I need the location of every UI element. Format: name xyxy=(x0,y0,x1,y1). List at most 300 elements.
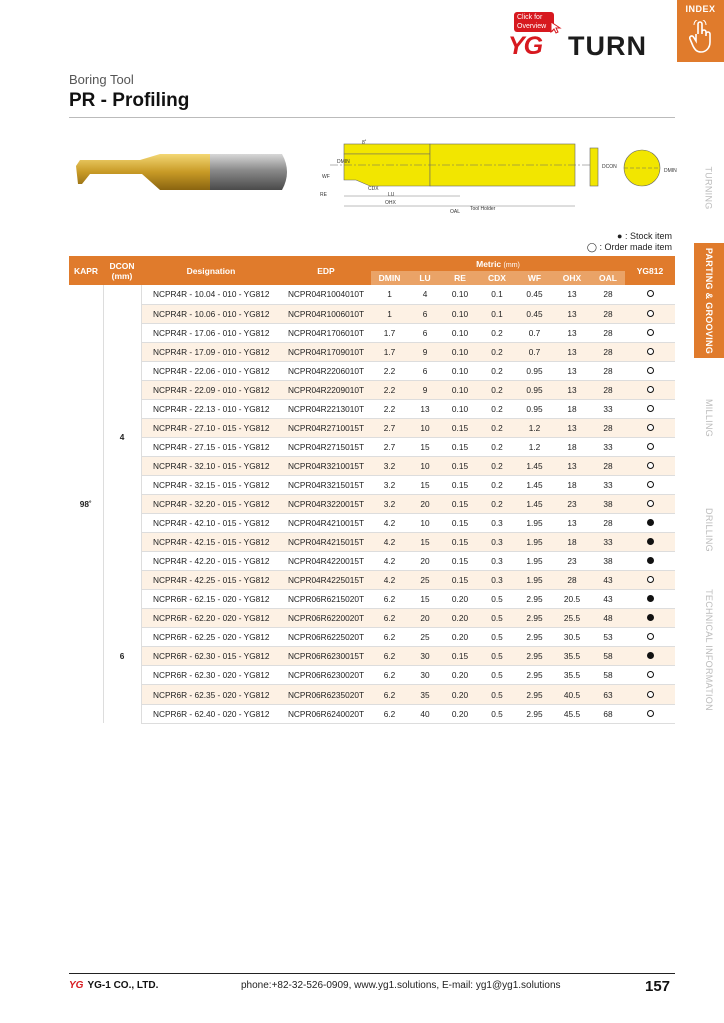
index-button[interactable] xyxy=(677,0,724,62)
cell-dcon: 4 xyxy=(103,285,141,590)
tab-technical-information-label: TECHNICAL INFORMATION xyxy=(704,589,714,711)
cell-wf: 2.95 xyxy=(516,685,553,704)
order-item-icon xyxy=(647,500,654,507)
header-metric xyxy=(371,256,625,271)
cell-stock-status xyxy=(625,628,675,647)
cell-oal: 28 xyxy=(591,380,625,399)
cell-dmin: 6.2 xyxy=(371,704,408,723)
cell-lu: 20 xyxy=(408,552,442,571)
cell-edp: NCPR04R2710015T xyxy=(281,418,371,437)
cell-lu: 15 xyxy=(408,590,442,609)
table-row xyxy=(69,495,675,514)
cell-re: 0.10 xyxy=(442,399,478,418)
header-cdx: CDX xyxy=(478,271,516,285)
cell-wf: 2.95 xyxy=(516,647,553,666)
tab-parting-grooving-label: PARTING & GROOVING xyxy=(704,247,714,354)
drawing-label-dcon: DCON xyxy=(602,164,617,170)
header-ohx: OHX xyxy=(553,271,591,285)
order-item-icon xyxy=(647,710,654,717)
table-row xyxy=(69,399,675,418)
cell-cdx: 0.2 xyxy=(478,475,516,494)
cell-lu: 15 xyxy=(408,475,442,494)
legend-order-item: ◯ : Order made item xyxy=(586,242,672,252)
tab-milling[interactable] xyxy=(694,370,724,465)
cell-designation: NCPR6R - 62.40 - 020 - YG812 xyxy=(141,704,281,723)
cell-designation: NCPR4R - 17.09 - 010 - YG812 xyxy=(141,342,281,361)
order-item-icon xyxy=(647,633,654,640)
cell-wf: 2.95 xyxy=(516,666,553,685)
table-row xyxy=(69,323,675,342)
cell-cdx: 0.3 xyxy=(478,552,516,571)
drawing-label-dmin: DMIN xyxy=(337,159,350,165)
cell-oal: 63 xyxy=(591,685,625,704)
cell-cdx: 0.5 xyxy=(478,685,516,704)
table-body xyxy=(69,285,675,723)
cell-edp: NCPR06R6230015T xyxy=(281,647,371,666)
cell-lu: 6 xyxy=(408,323,442,342)
table-row xyxy=(69,418,675,437)
cell-re: 0.15 xyxy=(442,533,478,552)
table-row xyxy=(69,704,675,723)
cell-designation: NCPR6R - 62.25 - 020 - YG812 xyxy=(141,628,281,647)
cell-lu: 20 xyxy=(408,495,442,514)
cell-oal: 33 xyxy=(591,533,625,552)
cell-designation: NCPR4R - 42.15 - 015 - YG812 xyxy=(141,533,281,552)
order-item-icon xyxy=(647,386,654,393)
cell-oal: 28 xyxy=(591,361,625,380)
cell-designation: NCPR4R - 22.13 - 010 - YG812 xyxy=(141,399,281,418)
table-row xyxy=(69,628,675,647)
cell-lu: 35 xyxy=(408,685,442,704)
cell-re: 0.10 xyxy=(442,342,478,361)
cell-edp: NCPR06R6230020T xyxy=(281,666,371,685)
cell-wf: 2.95 xyxy=(516,590,553,609)
table-row xyxy=(69,514,675,533)
tab-technical-information[interactable] xyxy=(694,590,724,710)
header-dcon-label: DCON xyxy=(109,260,135,271)
header-oal: OAL xyxy=(591,271,625,285)
cell-edp: NCPR06R6235020T xyxy=(281,685,371,704)
cell-stock-status xyxy=(625,418,675,437)
cell-wf: 1.2 xyxy=(516,418,553,437)
cell-dmin: 6.2 xyxy=(371,590,408,609)
cell-oal: 33 xyxy=(591,475,625,494)
cell-re: 0.15 xyxy=(442,475,478,494)
cell-ohx: 35.5 xyxy=(553,647,591,666)
header-dcon-unit: (mm) xyxy=(111,270,133,281)
cell-stock-status xyxy=(625,304,675,323)
cell-ohx: 18 xyxy=(553,533,591,552)
cell-oal: 58 xyxy=(591,647,625,666)
cell-re: 0.15 xyxy=(442,571,478,590)
cell-cdx: 0.2 xyxy=(478,380,516,399)
legend-stock-item: ● : Stock item xyxy=(617,231,672,241)
cell-re: 0.15 xyxy=(442,552,478,571)
cell-oal: 38 xyxy=(591,495,625,514)
cell-designation: NCPR4R - 32.10 - 015 - YG812 xyxy=(141,456,281,475)
cell-edp: NCPR04R2213010T xyxy=(281,399,371,418)
cell-dmin: 2.2 xyxy=(371,380,408,399)
cell-ohx: 13 xyxy=(553,514,591,533)
cell-dmin: 4.2 xyxy=(371,571,408,590)
cell-lu: 6 xyxy=(408,361,442,380)
cell-lu: 6 xyxy=(408,304,442,323)
cell-cdx: 0.5 xyxy=(478,590,516,609)
drawing-label-oal: OAL xyxy=(450,209,461,215)
cell-oal: 28 xyxy=(591,285,625,304)
cell-oal: 43 xyxy=(591,571,625,590)
cell-oal: 28 xyxy=(591,456,625,475)
footer-contact: phone:+82-32-526-0909, www.yg1.solutions, E-mail: yg1@yg1.solutions xyxy=(241,980,561,991)
cell-oal: 28 xyxy=(591,342,625,361)
product-table xyxy=(69,256,675,724)
cell-wf: 0.45 xyxy=(516,304,553,323)
cell-ohx: 30.5 xyxy=(553,628,591,647)
table-row xyxy=(69,590,675,609)
cell-re: 0.20 xyxy=(442,609,478,628)
cell-edp: NCPR04R4225015T xyxy=(281,571,371,590)
drawing-label-tool-holder: Tool Holder xyxy=(470,206,496,212)
cell-lu: 9 xyxy=(408,342,442,361)
stock-item-icon xyxy=(647,614,654,621)
cell-edp: NCPR04R3215015T xyxy=(281,475,371,494)
cell-oal: 48 xyxy=(591,609,625,628)
stock-item-icon xyxy=(647,557,654,564)
title-divider xyxy=(69,117,675,118)
cell-wf: 1.45 xyxy=(516,456,553,475)
cell-dmin: 4.2 xyxy=(371,514,408,533)
header-re: RE xyxy=(442,271,478,285)
cell-ohx: 35.5 xyxy=(553,666,591,685)
cell-lu: 40 xyxy=(408,704,442,723)
cell-cdx: 0.5 xyxy=(478,647,516,666)
cell-ohx: 45.5 xyxy=(553,704,591,723)
cell-designation: NCPR4R - 10.04 - 010 - YG812 xyxy=(141,285,281,304)
cell-re: 0.20 xyxy=(442,704,478,723)
cell-ohx: 13 xyxy=(553,418,591,437)
header-grade: YG812 xyxy=(625,256,675,285)
cell-oal: 28 xyxy=(591,323,625,342)
cell-ohx: 23 xyxy=(553,552,591,571)
cell-lu: 25 xyxy=(408,571,442,590)
cell-stock-status xyxy=(625,666,675,685)
stock-item-icon xyxy=(647,519,654,526)
cell-wf: 0.7 xyxy=(516,323,553,342)
cell-oal: 68 xyxy=(591,704,625,723)
table-row xyxy=(69,609,675,628)
footer-company-name: YG-1 CO., LTD. xyxy=(87,980,159,991)
order-item-icon xyxy=(647,443,654,450)
tab-milling-label: MILLING xyxy=(704,398,715,437)
cell-dmin: 6.2 xyxy=(371,685,408,704)
cell-ohx: 18 xyxy=(553,437,591,456)
cell-stock-status xyxy=(625,285,675,304)
table-row xyxy=(69,285,675,304)
cell-wf: 0.45 xyxy=(516,285,553,304)
cell-lu: 25 xyxy=(408,628,442,647)
cell-stock-status xyxy=(625,609,675,628)
cell-designation: NCPR6R - 62.30 - 020 - YG812 xyxy=(141,666,281,685)
cell-designation: NCPR6R - 62.35 - 020 - YG812 xyxy=(141,685,281,704)
cell-designation: NCPR6R - 62.15 - 020 - YG812 xyxy=(141,590,281,609)
cell-cdx: 0.2 xyxy=(478,323,516,342)
tab-parting-grooving[interactable] xyxy=(694,243,724,358)
cell-edp: NCPR04R1004010T xyxy=(281,285,371,304)
cell-ohx: 40.5 xyxy=(553,685,591,704)
cell-edp: NCPR04R4210015T xyxy=(281,514,371,533)
cell-oal: 28 xyxy=(591,418,625,437)
cell-ohx: 13 xyxy=(553,361,591,380)
cell-re: 0.15 xyxy=(442,456,478,475)
cell-dmin: 6.2 xyxy=(371,609,408,628)
cell-stock-status xyxy=(625,342,675,361)
cell-re: 0.15 xyxy=(442,437,478,456)
tab-drilling[interactable] xyxy=(694,480,724,580)
cell-cdx: 0.5 xyxy=(478,609,516,628)
cell-stock-status xyxy=(625,533,675,552)
cell-wf: 2.95 xyxy=(516,609,553,628)
cell-lu: 30 xyxy=(408,647,442,666)
cell-re: 0.10 xyxy=(442,285,478,304)
cell-wf: 2.95 xyxy=(516,628,553,647)
cell-re: 0.15 xyxy=(442,514,478,533)
order-item-icon xyxy=(647,405,654,412)
cell-re: 0.20 xyxy=(442,685,478,704)
cell-ohx: 13 xyxy=(553,285,591,304)
pointing-hand-icon xyxy=(689,20,713,54)
tab-turning-label: TURNING xyxy=(704,165,715,210)
header-dcon xyxy=(103,256,141,285)
cell-stock-status xyxy=(625,571,675,590)
drawing-label-wf: WF xyxy=(322,174,330,180)
cell-oal: 33 xyxy=(591,399,625,418)
cell-cdx: 0.3 xyxy=(478,514,516,533)
cell-stock-status xyxy=(625,704,675,723)
cell-dmin: 3.2 xyxy=(371,495,408,514)
header-kapr: KAPR xyxy=(69,256,103,285)
cell-designation: NCPR4R - 22.06 - 010 - YG812 xyxy=(141,361,281,380)
cell-re: 0.10 xyxy=(442,361,478,380)
header-lu: LU xyxy=(408,271,442,285)
cell-designation: NCPR4R - 27.10 - 015 - YG812 xyxy=(141,418,281,437)
cell-dmin: 1.7 xyxy=(371,342,408,361)
cell-cdx: 0.1 xyxy=(478,304,516,323)
drawing-label-cdx: CDX xyxy=(368,186,379,192)
cell-dmin: 3.2 xyxy=(371,456,408,475)
order-item-icon xyxy=(647,671,654,678)
cell-wf: 1.45 xyxy=(516,475,553,494)
cell-wf: 0.95 xyxy=(516,380,553,399)
cell-oal: 28 xyxy=(591,514,625,533)
logo-text: TURN xyxy=(568,31,647,61)
cell-cdx: 0.2 xyxy=(478,495,516,514)
cell-re: 0.10 xyxy=(442,304,478,323)
cell-ohx: 18 xyxy=(553,475,591,494)
cell-oal: 53 xyxy=(591,628,625,647)
cell-re: 0.20 xyxy=(442,590,478,609)
table-row xyxy=(69,666,675,685)
cell-edp: NCPR06R6225020T xyxy=(281,628,371,647)
cell-oal: 58 xyxy=(591,666,625,685)
cell-ohx: 28 xyxy=(553,571,591,590)
cell-designation: NCPR4R - 17.06 - 010 - YG812 xyxy=(141,323,281,342)
cell-designation: NCPR6R - 62.30 - 015 - YG812 xyxy=(141,647,281,666)
cell-designation: NCPR4R - 27.15 - 015 - YG812 xyxy=(141,437,281,456)
header-metric-label: Metric xyxy=(476,258,502,269)
cell-edp: NCPR04R1709010T xyxy=(281,342,371,361)
cell-lu: 30 xyxy=(408,666,442,685)
table-row xyxy=(69,533,675,552)
yg-turn-logo xyxy=(508,30,676,60)
cell-cdx: 0.2 xyxy=(478,437,516,456)
order-item-icon xyxy=(647,481,654,488)
cell-stock-status xyxy=(625,685,675,704)
cell-lu: 13 xyxy=(408,399,442,418)
cell-cdx: 0.5 xyxy=(478,628,516,647)
cell-dmin: 4.2 xyxy=(371,552,408,571)
cell-ohx: 20.5 xyxy=(553,590,591,609)
cell-stock-status xyxy=(625,380,675,399)
cell-dmin: 1 xyxy=(371,304,408,323)
cell-edp: NCPR04R3220015T xyxy=(281,495,371,514)
cell-lu: 15 xyxy=(408,533,442,552)
page-title: PR - Profiling xyxy=(69,90,190,111)
cell-cdx: 0.2 xyxy=(478,342,516,361)
cell-oal: 43 xyxy=(591,590,625,609)
order-item-icon xyxy=(647,329,654,336)
cell-designation: NCPR4R - 42.25 - 015 - YG812 xyxy=(141,571,281,590)
cell-re: 0.20 xyxy=(442,666,478,685)
cell-oal: 33 xyxy=(591,437,625,456)
cell-dmin: 1 xyxy=(371,285,408,304)
cell-ohx: 18 xyxy=(553,399,591,418)
cell-wf: 2.95 xyxy=(516,704,553,723)
logo-mark: YG xyxy=(508,32,543,60)
cell-re: 0.10 xyxy=(442,380,478,399)
order-item-icon xyxy=(647,348,654,355)
table-row xyxy=(69,380,675,399)
cell-edp: NCPR04R2209010T xyxy=(281,380,371,399)
cell-ohx: 13 xyxy=(553,304,591,323)
cell-dmin: 1.7 xyxy=(371,323,408,342)
table-row xyxy=(69,361,675,380)
drawing-label-lu: LU xyxy=(388,192,395,198)
cell-re: 0.15 xyxy=(442,647,478,666)
cell-cdx: 0.3 xyxy=(478,533,516,552)
stock-item-icon xyxy=(647,595,654,602)
cell-cdx: 0.3 xyxy=(478,571,516,590)
header-edp: EDP xyxy=(281,256,371,285)
cell-edp: NCPR04R2715015T xyxy=(281,437,371,456)
cell-designation: NCPR4R - 32.20 - 015 - YG812 xyxy=(141,495,281,514)
cell-edp: NCPR04R4220015T xyxy=(281,552,371,571)
drawing-label-dmin-end: DMIN xyxy=(664,168,677,174)
cell-lu: 10 xyxy=(408,456,442,475)
cell-lu: 10 xyxy=(408,514,442,533)
cell-re: 0.15 xyxy=(442,495,478,514)
cell-ohx: 13 xyxy=(553,323,591,342)
cell-lu: 9 xyxy=(408,380,442,399)
tab-turning[interactable] xyxy=(694,140,724,235)
header-wf: WF xyxy=(516,271,553,285)
cell-dmin: 6.2 xyxy=(371,628,408,647)
order-item-icon xyxy=(647,462,654,469)
stock-item-icon xyxy=(647,652,654,659)
cell-lu: 15 xyxy=(408,437,442,456)
cell-wf: 1.95 xyxy=(516,514,553,533)
header-designation: Designation xyxy=(141,256,281,285)
section-heading: Boring Tool xyxy=(69,72,134,87)
header-metric-unit: (mm) xyxy=(503,261,520,269)
page-number: 157 xyxy=(645,978,671,995)
drawing-label-ohx: OHX xyxy=(385,200,396,206)
drawing-label-re: RE xyxy=(320,192,327,198)
cell-stock-status xyxy=(625,456,675,475)
cell-oal: 38 xyxy=(591,552,625,571)
table-row xyxy=(69,685,675,704)
cell-lu: 10 xyxy=(408,418,442,437)
cell-wf: 1.95 xyxy=(516,571,553,590)
cell-wf: 1.95 xyxy=(516,533,553,552)
footer-company-mark: YG xyxy=(69,980,84,991)
cell-designation: NCPR4R - 10.06 - 010 - YG812 xyxy=(141,304,281,323)
cell-edp: NCPR06R6240020T xyxy=(281,704,371,723)
cell-stock-status xyxy=(625,399,675,418)
cell-stock-status xyxy=(625,495,675,514)
table-row xyxy=(69,647,675,666)
cell-cdx: 0.2 xyxy=(478,418,516,437)
cell-dmin: 2.7 xyxy=(371,437,408,456)
cell-edp: NCPR04R4215015T xyxy=(281,533,371,552)
cell-dmin: 6.2 xyxy=(371,666,408,685)
table-row xyxy=(69,552,675,571)
order-item-icon xyxy=(647,691,654,698)
tab-drilling-label: DRILLING xyxy=(704,508,715,552)
cell-wf: 0.95 xyxy=(516,399,553,418)
cell-ohx: 13 xyxy=(553,456,591,475)
cell-dmin: 2.7 xyxy=(371,418,408,437)
footer-divider xyxy=(69,973,675,974)
cell-ohx: 25.5 xyxy=(553,609,591,628)
cell-designation: NCPR4R - 22.09 - 010 - YG812 xyxy=(141,380,281,399)
cell-kapr: 98˚ xyxy=(69,285,103,723)
cell-edp: NCPR06R6215020T xyxy=(281,590,371,609)
cell-stock-status xyxy=(625,361,675,380)
footer-company xyxy=(69,980,158,991)
header-dmin: DMIN xyxy=(371,271,408,285)
tool-technical-drawing xyxy=(310,138,680,216)
table-row xyxy=(69,475,675,494)
cell-re: 0.20 xyxy=(442,628,478,647)
cell-cdx: 0.5 xyxy=(478,704,516,723)
cell-dmin: 3.2 xyxy=(371,475,408,494)
cell-wf: 0.95 xyxy=(516,361,553,380)
order-item-icon xyxy=(647,576,654,583)
cell-designation: NCPR4R - 42.20 - 015 - YG812 xyxy=(141,552,281,571)
cell-cdx: 0.2 xyxy=(478,399,516,418)
cell-designation: NCPR6R - 62.20 - 020 - YG812 xyxy=(141,609,281,628)
cell-dmin: 6.2 xyxy=(371,647,408,666)
cell-designation: NCPR4R - 32.15 - 015 - YG812 xyxy=(141,475,281,494)
cell-dmin: 4.2 xyxy=(371,533,408,552)
cell-wf: 1.95 xyxy=(516,552,553,571)
cell-stock-status xyxy=(625,437,675,456)
table-row xyxy=(69,437,675,456)
cell-cdx: 0.2 xyxy=(478,456,516,475)
cell-stock-status xyxy=(625,552,675,571)
cell-dmin: 2.2 xyxy=(371,361,408,380)
tool-photo xyxy=(70,140,295,210)
